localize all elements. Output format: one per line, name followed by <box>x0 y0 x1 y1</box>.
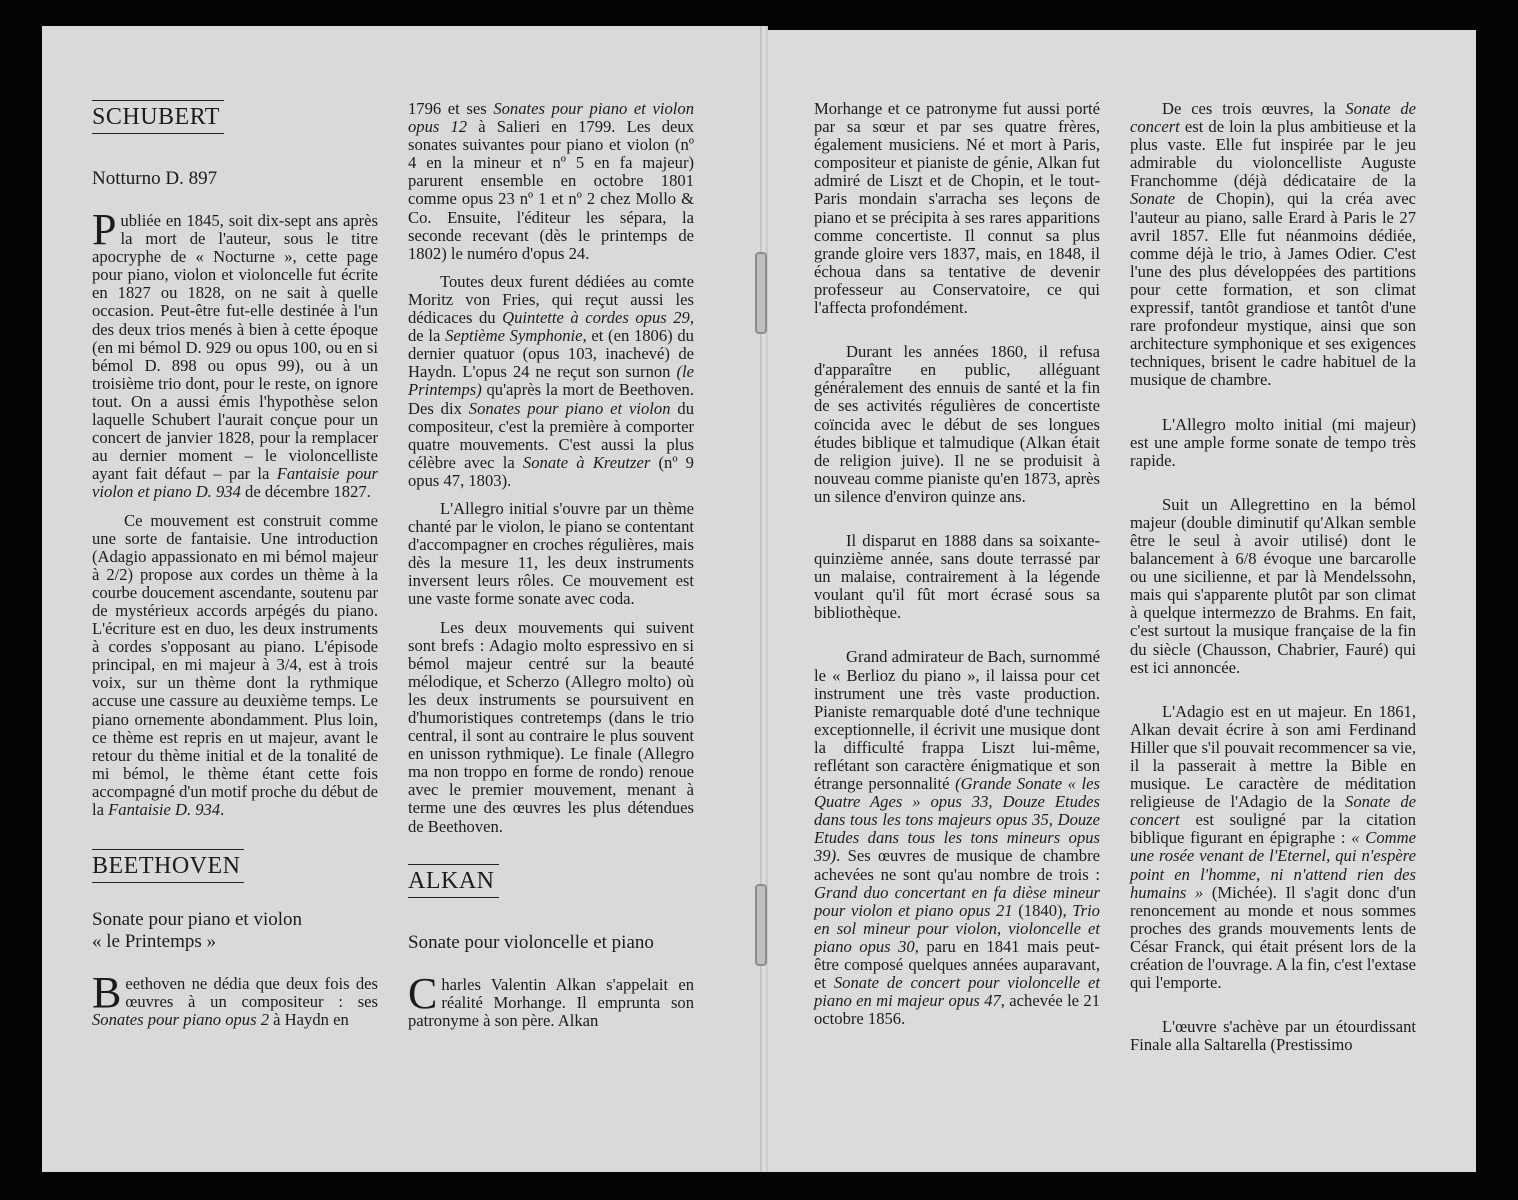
paragraph: Ce mouvement est construit comme une sorte de fantaisie. Une introduction (Adagio appassionato en mi bémol majeur à 2/2) propose aux cordes un thème à la courbe doucement ascendante, soutenu par de mystérieux accords arpégés du piano. L'écriture est en duo, les deux instruments à cordes s'opposant au piano. L'épisode principal, en mi majeur à 3/4, est à trois voix, sur un thème dont la rythmique accuse une cassure au deuxième temps. Le piano ornemente abondamment. Plus loin, ce thème est repris en ut majeur, avant le retour du thème initial et de la tonalité de mi bémol, le thème étant cette fois accompagné d'un motif proche du début de la Fantaisie D. 934. <box>92 510 378 819</box>
paragraph: Charles Valentin Alkan s'appelait en réalité Morhange. Il emprunta son patronyme à son père. Alkan <box>408 968 694 1030</box>
paragraph: Suit un Allegrettino en la bémol majeur (double diminutif qu'Alkan semble être le seul à avoir utilisé) dont le balancement à 6/8 évoque une barcarolle ou une sicilienne, et par là Mendelssohn, mais qui s'apparente plutôt par son climat à quelque intermezzo de Brahms. En fait, c'est surtout la musique française de la fin du siècle (Chausson, Chabrier, Fauré) qui est ici annoncée. <box>1130 494 1416 677</box>
paragraph: L'Allegro molto initial (mi majeur) est une ample forme sonate de tempo très rapide. <box>1130 414 1416 470</box>
drop-cap: B <box>92 968 122 1018</box>
column-2 <box>408 100 694 1030</box>
column-3 <box>814 100 1100 1028</box>
heading-schubert: SCHUBERT <box>92 100 224 134</box>
staple-top <box>755 252 767 334</box>
paragraph: L'Adagio est en ut majeur. En 1861, Alkan devait écrire à son ami Ferdinand Hiller que s'il pouvait recommencer sa vie, il la passerait à mettre la Bible en musique. Le caractère de méditation religieuse de l'Adagio de la Sonate de concert est souligné par la citation biblique figurant en épigraphe : « Comme une rosée venant de l'Eternel, qui n'espère point en l'homme, ni n'attend rien des humains » (Michée). Il s'agit donc d'un renoncement au monde et nous sommes proches des grands mouvements lents de César Franck, qui était présent lors de la création de l'ouvrage. A la fin, c'est l'extase qui l'emporte. <box>1130 701 1416 993</box>
paragraph: De ces trois œuvres, la Sonate de concert est de loin la plus ambitieuse et la plus vaste. Elle fut inspirée par le jeu admirable du violoncelliste Auguste Franchomme (déjà dédicataire de la Sonate de Chopin), qui la créa avec l'auteur au piano, salle Erard à Paris le 27 avril 1857. Elle fut néanmoins dédiée, comme déjà le trio, à James Odier. C'est l'une des plus développées des partitions pour cette formation, et son climat expressif, tantôt grandiose et tantôt d'une rare profondeur mystique, ainsi que son architecture symphonique et ses exigences techniques, brisent le cadre habituel de la musique de chambre. <box>1130 99 1416 390</box>
staple-bottom <box>755 884 767 966</box>
paragraph: Publiée en 1845, soit dix-sept ans après la mort de l'auteur, sous le titre apocryphe de « Nocturne », cette page pour piano, violon et violoncelle fut écrite en 1827 ou 1828, on ne sait à quelle occasion. Peut-être fut-elle destinée à l'un des deux trios menés à bien à cette époque (en mi bémol D. 929 ou opus 100, ou en si bémol D. 898 ou opus 99), ou à un troisième trio dont, pour le reste, on ignore tout. On a aussi émis l'hypothèse selon laquelle Schubert l'aurait conçue pour un concert de janvier 1828, pour la remplacer au dernier moment – le violoncelliste ayant fait défaut – par la Fantaisie pour violon et piano D. 934 de décembre 1827. <box>92 205 378 502</box>
paragraph: Morhange et ce patronyme fut aussi porté par sa sœur et par ses quatre frères, également musiciens. Né et mort à Paris, compositeur et pianiste de génie, Alkan fut admiré de Liszt et de Chopin, et le tout-Paris mondain s'arracha ses leçons de piano et se précipita à ses rares apparitions comme concertiste. Il connut sa plus grande gloire vers 1837, mais, en 1848, il échoua dans sa tentative de devenir professeur au Conservatoire, ce qui l'affecta profondément. <box>814 99 1100 318</box>
heading-alkan: ALKAN <box>408 864 499 898</box>
drop-cap: P <box>92 205 117 254</box>
work-title-sonate-violoncelle: Sonate pour violoncelle et piano <box>408 931 654 953</box>
paragraph: L'Allegro initial s'ouvre par un thème chanté par le violon, le piano se contentant d'accompagner en croches régulières, mais dès la mesure 11, les deux instruments inversent leurs rôles. Ce mouvement est une vaste forme sonate avec coda. <box>408 498 694 609</box>
paragraph: Durant les années 1860, il refusa d'apparaître en public, alléguant généralement des ennuis de santé et la fin de ses activités régulières de concertiste coïncida avec le début de ses longues études biblique et talmudique (Alkan était de religion juive). Il ne se produisit à nouveau comme pianiste qu'en 1873, après un silence d'environ quinze ans. <box>814 342 1100 506</box>
paragraph: Il disparut en 1888 dans sa soixante-quinzième année, sans doute terrassé par un malaise, contrairement à la légende voulant qu'il fût mort écrasé sous sa bibliothèque. <box>814 530 1100 623</box>
paragraph: Les deux mouvements qui suivent sont brefs : Adagio molto espressivo en si bémol majeur centré sur la beauté mélodique, et Scherzo (Allegro molto) où les deux instruments se poursuivent en d'humoristiques contretemps (dans le trio central, il sont au contraire le plus souvent en unisson rythmique). Le finale (Allegro ma non troppo en forme de rondo) renoue avec le premier mouvement, menant à terme une des œuvres les plus détendues de Beethoven. <box>408 617 694 836</box>
work-title-sonate-printemps: Sonate pour piano et violon « le Printemps » <box>92 909 303 953</box>
heading-beethoven: BEETHOVEN <box>92 849 244 883</box>
paragraph: Toutes deux furent dédiées au comte Moritz von Fries, qui reçut aussi les dédicaces du Quintette à cordes opus 29, de la Septième Symphonie, et (en 1806) du dernier quatuor (opus 103, inachevé) de Haydn. L'opus 24 ne reçut son surnon (le Printemps) qu'après la mort de Beethoven. Des dix Sonates pour piano et violon du compositeur, c'est la première à comporter quatre mouvements. C'est aussi la plus célèbre avec la Sonate à Kreutzer (nº 9 opus 47, 1803). <box>408 271 694 490</box>
center-fold <box>760 26 768 1172</box>
paragraph: Grand admirateur de Bach, surnommé le « Berlioz du piano », il laissa pour cet instrument une très vaste production. Pianiste remarquable doté d'une technique exceptionnelle, il écrivit une musique dont la difficulté frappa Liszt lui-même, reflétant son caractère énigmatique et son étrange personnalité (Grande Sonate « les Quatre Ages » opus 33, Douze Etudes dans tous les tons majeurs opus 35, Douze Etudes dans tous les tons mineurs opus 39). Ses œuvres de musique de chambre achevées ne sont qu'au nombre de trois : Grand duo concertant en fa dièse mineur pour violon et piano opus 21 (1840), Trio en sol mineur pour violon, violoncelle et piano opus 30, paru en 1841 mais peut-être composé quelques années auparavant, et Sonate de concert pour violoncelle et piano en mi majeur opus 47, achevée le 21 octobre 1856. <box>814 647 1101 1029</box>
paragraph: L'œuvre s'achève par un étourdissant Finale alla Saltarella (Prestissimo <box>1130 1017 1416 1055</box>
paragraph: 1796 et ses Sonates pour piano et violon opus 12 à Salieri en 1799. Les deux sonates suivantes pour piano et violon (nº 4 en la mineur et nº 5 en fa majeur) parurent ensemble en octobre 1801 comme opus 23 nº 1 et nº 2 chez Mollo & Co. Ensuite, l'éditeur les sépara, la seconde recevant (dès le printemps de 1802) le numéro d'opus 24. <box>408 99 694 263</box>
drop-cap: C <box>408 968 438 1018</box>
work-title-notturno: Notturno D. 897 <box>92 168 218 189</box>
column-4 <box>1130 100 1416 1054</box>
column-1 <box>92 100 378 1029</box>
paragraph: Beethoven ne dédia que deux fois des œuvres à un compositeur : ses Sonates pour piano opus 2 à Haydn en <box>92 968 378 1030</box>
